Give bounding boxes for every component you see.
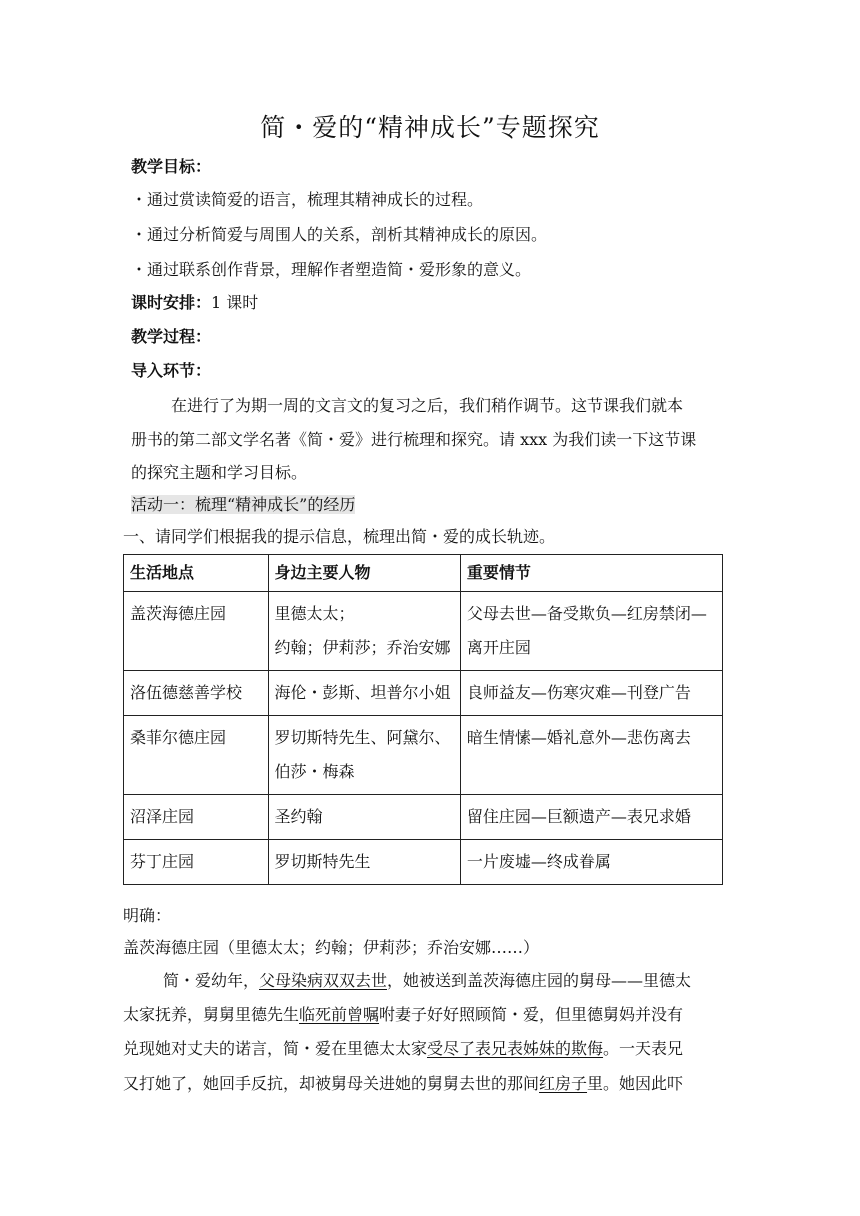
body-text: ，她被送到盖茨海德庄园的舅母——里德太 [387,971,692,990]
table-row [124,795,723,840]
body-text: 又打她了，她回手反抗，却被舅母关进她的舅舅去世的那间 [123,1074,540,1093]
column-header-plot: 重要情节 [460,555,722,592]
table-row [124,671,723,716]
table-cell-place: 盖茨海德庄园 [124,592,269,671]
objective-item: ・通过赏读简爱的语言，梳理其精神成长的过程。 [131,190,484,209]
body-text: 里。她因此吓 [587,1074,684,1093]
table-cell-place: 沼泽庄园 [124,795,269,840]
underlined-phrase: 受尽了表兄表姊妹的欺侮 [427,1039,604,1058]
clarify-subheading: 盖茨海德庄园（里德太太；约翰；伊莉莎；乔治安娜……） [123,938,540,957]
body-text: 简・爱幼年， [163,971,260,990]
table-cell-people: 里德太太； 约翰；伊莉莎；乔治安娜 [268,592,460,671]
column-header-people: 身边主要人物 [268,555,460,592]
intro-heading: 导入环节： [131,361,212,380]
body-text: 兑现她对丈夫的诺言，简・爱在里德太太家 [123,1039,428,1058]
table-row [124,592,723,671]
activity1-instruction: 一、请同学们根据我的提示信息，梳理出简・爱的成长轨迹。 [123,527,556,546]
intro-line: 册书的第二部文学名著《简・爱》进行梳理和探究。请 xxx 为我们读一下这节课 [131,430,697,449]
intro-line: 在进行了为期一周的文言文的复习之后，我们稍作调节。这节课我们就本 [171,396,684,415]
underlined-phrase: 红房子 [539,1074,588,1093]
body-line [123,1038,683,1060]
process-heading: 教学过程： [131,327,212,346]
table-cell-place: 洛伍德慈善学校 [124,671,269,716]
schedule-value: 1 课时 [211,293,259,312]
table-cell-place: 芬丁庄园 [124,840,269,885]
table-cell-people: 圣约翰 [268,795,460,840]
schedule-label: 课时安排： [131,293,212,312]
intro-line: 的探究主题和学习目标。 [131,463,308,482]
objective-item: ・通过联系创作背景，理解作者塑造简・爱形象的意义。 [131,260,532,279]
body-line [123,1073,683,1095]
table-cell-people: 海伦・彭斯、坦普尔小姐 [268,671,460,716]
schedule-line [131,292,258,314]
objectives-heading: 教学目标： [131,157,212,176]
activity1-heading-line [131,494,355,516]
table-cell-people: 罗切斯特先生、阿黛尔、伯莎・梅森 [268,716,460,795]
underlined-phrase: 临死前曾嘱 [299,1005,380,1024]
table-cell-place: 桑菲尔德庄园 [124,716,269,795]
table-cell-plot: 留住庄园—巨额遗产—表兄求婚 [460,795,722,840]
body-line [163,970,691,992]
table-cell-plot: 父母去世—备受欺负—红房禁闭—离开庄园 [460,592,722,671]
objective-item: ・通过分析简爱与周围人的关系，剖析其精神成长的原因。 [131,225,548,244]
body-text: 。一天表兄 [603,1039,684,1058]
growth-table [123,554,723,885]
body-text: 咐妻子好好照顾简・爱，但里德舅妈并没有 [379,1005,684,1024]
body-text: 太家抚养，舅舅里德先生 [123,1005,300,1024]
table-header-row [124,555,723,592]
table-cell-plot: 一片废墟—终成眷属 [460,840,722,885]
column-header-place: 生活地点 [124,555,269,592]
table-cell-plot: 良师益友—伤寒灾难—刊登广告 [460,671,722,716]
activity1-heading: 活动一：梳理“精神成长”的经历 [131,495,356,514]
table-cell-people: 罗切斯特先生 [268,840,460,885]
table-row [124,840,723,885]
page-title: 简・爱的“精神成长”专题探究 [260,113,600,142]
clarify-label: 明确： [123,906,172,925]
body-line [123,1004,683,1026]
table-row [124,716,723,795]
table-cell-plot: 暗生情愫—婚礼意外—悲伤离去 [460,716,722,795]
underlined-phrase: 父母染病双双去世 [259,971,388,990]
